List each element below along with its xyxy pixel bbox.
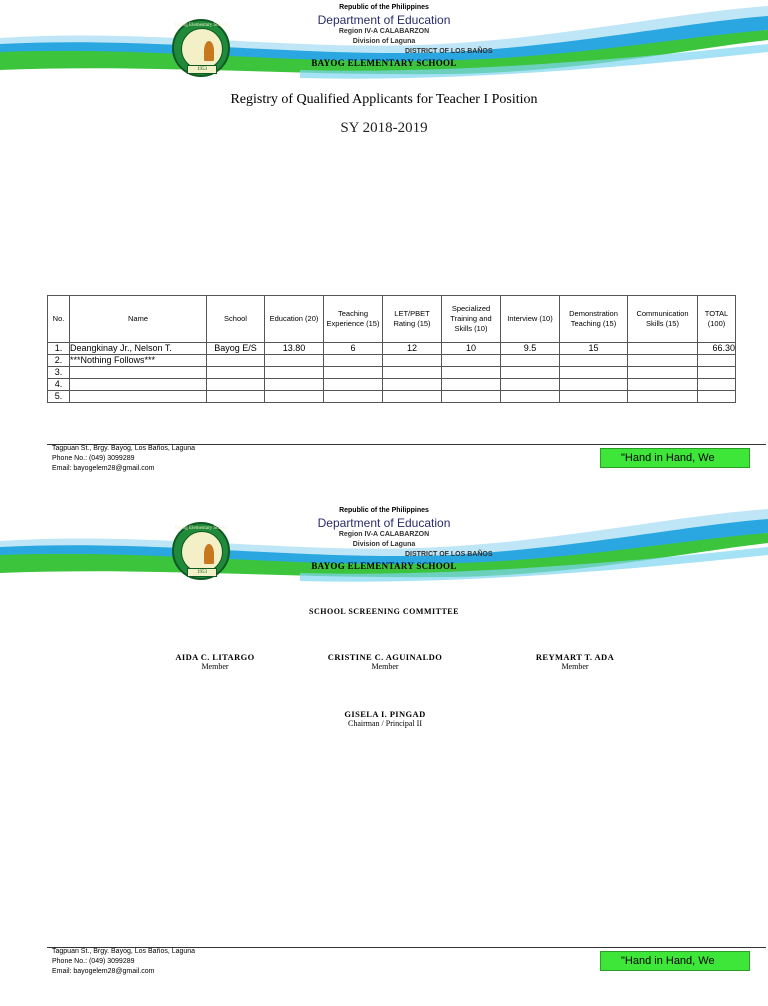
col-header: Demonstration Teaching (15) (560, 296, 628, 343)
cell-demo: 15 (560, 343, 628, 355)
cell (383, 379, 442, 391)
signatory-name: CRISTINE C. AGUINALDO (327, 652, 443, 662)
cell-education: 13.80 (265, 343, 324, 355)
cell (324, 379, 383, 391)
col-header: School (207, 296, 265, 343)
district-label: DISTRICT OF LOS BAÑOS (405, 551, 493, 558)
cell-training: 10 (442, 343, 501, 355)
motto-box: "Hand in Hand, We (600, 951, 750, 971)
cell (383, 391, 442, 403)
cell (698, 391, 736, 403)
cell (501, 367, 560, 379)
signatory-role: Member (371, 662, 399, 671)
cell (265, 379, 324, 391)
signatory-name: AIDA C. LITARGO (175, 652, 255, 662)
cell (70, 379, 207, 391)
cell-school: Bayog E/S (207, 343, 265, 355)
document-title: Registry of Qualified Applicants for Teacher I Position (230, 92, 538, 107)
cell-name: ***Nothing Follows*** (70, 355, 207, 367)
school-name: BAYOG ELEMENTARY SCHOOL (311, 58, 457, 68)
signatory-name: GISELA I. PINGAD (344, 709, 426, 719)
page-2 (0, 503, 768, 1006)
signatory-role: Member (561, 662, 589, 671)
cell (207, 367, 265, 379)
cell (628, 355, 698, 367)
school-name: BAYOG ELEMENTARY SCHOOL (311, 561, 457, 571)
committee-title: SCHOOL SCREENING COMMITTEE (309, 607, 459, 616)
cell (442, 391, 501, 403)
cell (560, 355, 628, 367)
cell (383, 355, 442, 367)
table-row (48, 355, 736, 367)
col-header: Education (20) (265, 296, 324, 343)
cell (442, 355, 501, 367)
region-label: Region IV-A CALABARZON (338, 28, 430, 35)
cell-experience: 6 (324, 343, 383, 355)
cell-no: 3. (48, 367, 70, 379)
cell (324, 355, 383, 367)
cell (698, 355, 736, 367)
cell (698, 367, 736, 379)
table-row (48, 379, 736, 391)
cell-no: 4. (48, 379, 70, 391)
col-header: Specialized Training and Skills (10) (442, 296, 501, 343)
table-header-row (48, 296, 736, 343)
footer-contact (52, 947, 195, 977)
cell (265, 355, 324, 367)
seal-ring-text: Bayog Elementary School (174, 23, 228, 28)
page-1 (0, 0, 768, 500)
footer-contact (52, 444, 195, 474)
division-label: Division of Laguna (352, 38, 416, 45)
col-header: Interview (10) (501, 296, 560, 343)
cell (324, 367, 383, 379)
footer-phone: Phone No.: (049) 3099289 (52, 958, 135, 965)
cell (207, 355, 265, 367)
cell (207, 379, 265, 391)
cell (560, 367, 628, 379)
signatory-name: REYMART T. ADA (535, 652, 615, 662)
cell-no: 1. (48, 343, 70, 355)
signatory-role: Chairman / Principal II (348, 719, 422, 728)
col-header: Communication Skills (15) (628, 296, 698, 343)
col-header: TOTAL (100) (698, 296, 736, 343)
cell-interview: 9.5 (501, 343, 560, 355)
motto-box: "Hand in Hand, We (600, 448, 750, 468)
signatory-member-2 (310, 652, 460, 671)
letterhead-banner (0, 503, 768, 593)
cell (628, 367, 698, 379)
cell-communication (628, 343, 698, 355)
cell (501, 355, 560, 367)
table-row (48, 343, 736, 355)
cell (207, 391, 265, 403)
cell (442, 379, 501, 391)
footer-address: Tagpuan St., Brgy. Bayog, Los Baños, Laguna (52, 445, 196, 452)
department-label: Department of Education (317, 13, 451, 27)
col-header: No. (48, 296, 70, 343)
cell (265, 367, 324, 379)
cell (628, 391, 698, 403)
cell (70, 391, 207, 403)
cell-no: 2. (48, 355, 70, 367)
footer-phone: Phone No.: (049) 3099289 (52, 455, 135, 462)
col-header: Name (70, 296, 207, 343)
col-header: LET/PBET Rating (15) (383, 296, 442, 343)
school-year: SY 2018-2019 (340, 120, 428, 136)
seal-year: 1953 (187, 65, 217, 74)
cell (698, 379, 736, 391)
department-label: Department of Education (317, 516, 451, 530)
cell (501, 391, 560, 403)
seal-year: 1953 (187, 568, 217, 577)
cell (70, 367, 207, 379)
table-row (48, 391, 736, 403)
republic-label: Republic of the Philippines (339, 4, 429, 11)
region-label: Region IV-A CALABARZON (338, 531, 430, 538)
cell (501, 379, 560, 391)
registry-table (47, 295, 736, 403)
cell-no: 5. (48, 391, 70, 403)
footer-address: Tagpuan St., Brgy. Bayog, Los Baños, Laguna (52, 948, 196, 955)
footer-email: Email: bayogelem28@gmail.com (52, 465, 155, 472)
table-row (48, 367, 736, 379)
signatory-member-3 (510, 652, 640, 671)
division-label: Division of Laguna (352, 541, 416, 548)
cell (324, 391, 383, 403)
cell-name: Deangkinay Jr., Nelson T. (70, 343, 207, 355)
signatory-chairman (310, 709, 460, 728)
cell (265, 391, 324, 403)
letterhead-banner (0, 0, 768, 90)
col-header: Teaching Experience (15) (324, 296, 383, 343)
footer-email: Email: bayogelem28@gmail.com (52, 968, 155, 975)
seal-ring-text: Bayog Elementary School (174, 526, 228, 531)
signatory-member-1 (150, 652, 280, 671)
district-label: DISTRICT OF LOS BAÑOS (405, 48, 493, 55)
signatory-role: Member (201, 662, 229, 671)
cell (442, 367, 501, 379)
cell (628, 379, 698, 391)
cell-total: 66.30 (698, 343, 736, 355)
cell-let: 12 (383, 343, 442, 355)
cell (560, 391, 628, 403)
republic-label: Republic of the Philippines (339, 507, 429, 514)
cell (383, 367, 442, 379)
cell (560, 379, 628, 391)
